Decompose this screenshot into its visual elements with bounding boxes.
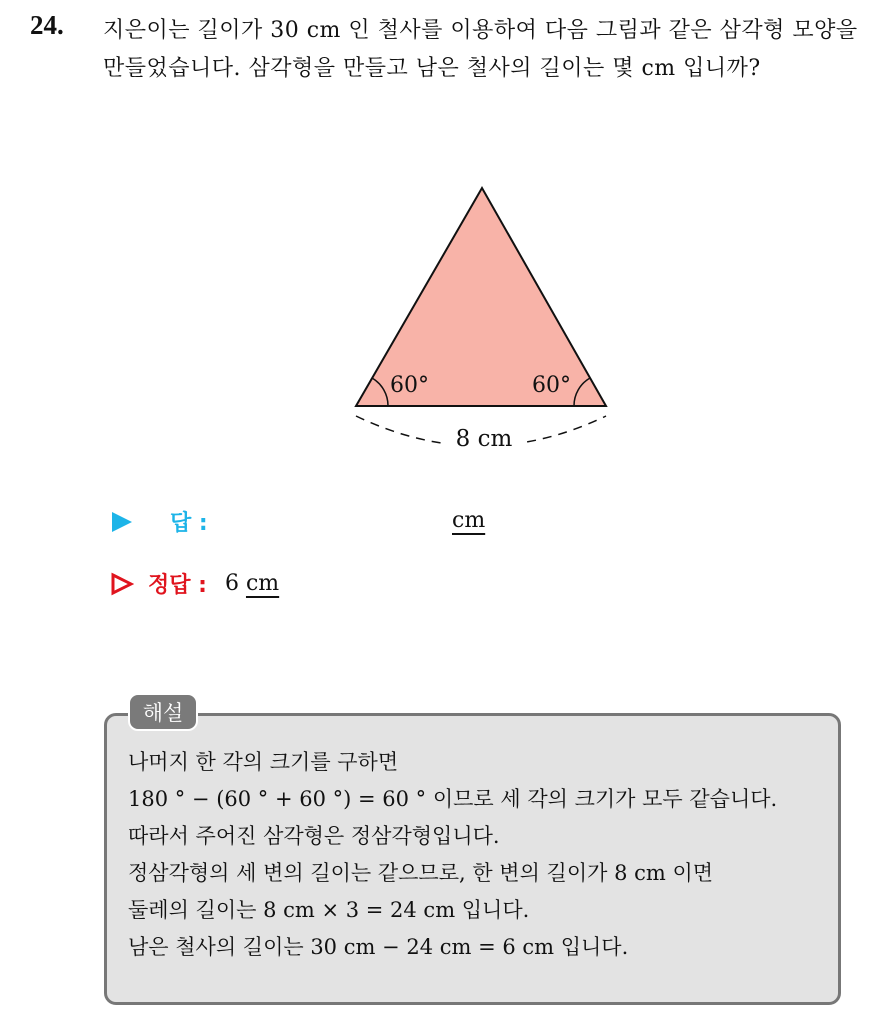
solution-line: 정삼각형의 세 변의 길이는 같으므로, 한 변의 길이가 8 cm 이면	[128, 861, 714, 885]
solution-line: 남은 철사의 길이는 30 cm − 24 cm = 6 cm 입니다.	[128, 935, 629, 959]
outline-triangle-icon	[110, 572, 134, 596]
solution-text	[128, 744, 833, 966]
correct-answer-unit: cm	[245, 571, 280, 596]
correct-answer-label: 정답 :	[148, 573, 207, 598]
question-number: 24.	[30, 10, 64, 40]
solution-line: 둘레의 길이는 8 cm × 3 = 24 cm 입니다.	[128, 898, 530, 922]
solution-line: 따라서 주어진 삼각형은 정삼각형입니다.	[128, 824, 500, 848]
solution-line: 나머지 한 각의 크기를 구하면	[128, 750, 399, 774]
correct-answer-number: 6	[224, 571, 239, 596]
base-length-label: 8 cm	[455, 426, 513, 452]
correct-answer-value	[225, 571, 279, 596]
triangle-figure	[340, 178, 630, 468]
correct-answer-row	[110, 568, 279, 599]
solution-line: 180 ° − (60 ° + 60 °) = 60 ° 이므로 세 각의 크기가 모두 같습니다.	[128, 787, 778, 811]
play-triangle-icon	[110, 510, 134, 534]
answer-unit: cm	[452, 508, 486, 533]
left-angle-label: 60°	[390, 373, 429, 398]
answer-row	[110, 506, 486, 537]
question-text: 지은이는 길이가 30 cm 인 철사를 이용하여 다음 그림과 같은 삼각형 모양을 만들었습니다. 삼각형을 만들고 남은 철사의 길이는 몇 cm 입니까?	[103, 18, 858, 81]
right-angle-label: 60°	[532, 373, 571, 398]
answer-label: 답 :	[170, 511, 208, 536]
solution-tag: 해설	[128, 693, 198, 731]
